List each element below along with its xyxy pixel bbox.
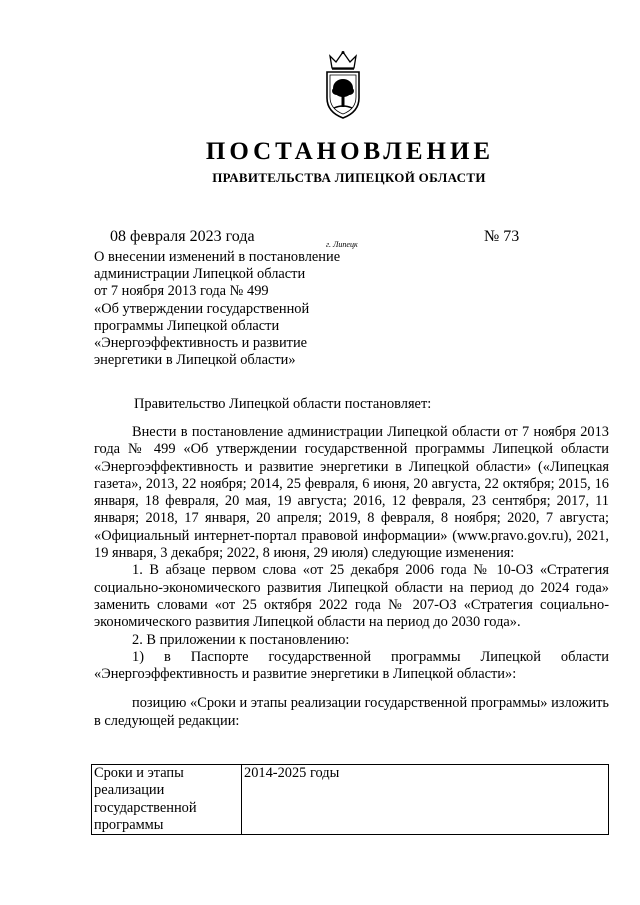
body-paragraph: 1) в Паспорте государственной программы Липецкой области «Энергоэффективность и развитие энергетики в Липецкой области»:	[94, 648, 609, 683]
table-label-cell	[92, 765, 242, 835]
table-label-line: реализации	[94, 782, 165, 799]
subject-line: программы Липецкой области	[94, 317, 280, 334]
document-subtitle: ПРАВИТЕЛЬСТВА ЛИПЕЦКОЙ ОБЛАСТИ	[212, 170, 486, 185]
table-row	[92, 765, 609, 835]
document-title: ПОСТАНОВЛЕНИЕ	[205, 138, 495, 165]
body-paragraph: позицию «Сроки и этапы реализации государственной программы» изложить в следующей редакции:	[94, 695, 609, 729]
document-date: 08 февраля 2023 года	[110, 228, 255, 245]
table-label-line: государственной	[94, 799, 197, 816]
document-number: № 73	[484, 228, 520, 245]
subject-line: О внесении изменений в постановление	[94, 249, 341, 265]
document-city: г. Липецк	[326, 240, 358, 249]
document-body	[94, 424, 609, 730]
body-paragraph: 1. В абзаце первом слова «от 25 декабря 2006 года № 10-ОЗ «Стратегия социально-экономического развития Липецкой области на период до 2024 года» заменить словами «от 25 октября 2022 года № 207-ОЗ «Стратегия социально-экономического развития Липецкой области на период до 2030 года».	[94, 562, 609, 631]
table-value-cell: 2014-2025 годы	[242, 765, 609, 835]
subject-line: «Об утверждении государственной	[94, 300, 310, 317]
subject-line: от 7 ноября 2013 года № 499	[94, 283, 269, 300]
body-paragraph: Внести в постановление администрации Липецкой области от 7 ноября 2013 года № 499 «Об утверждении государственной программы Липецкой области «Энергоэффективность и развитие энергетики в Липецкой области» («Липецкая газета», 2013, 22 ноября; 2014, 25 февраля, 6 июня, 20 августа, 22 октября; 2015, 16 января, 18 февраля, 20 мая, 19 августа; 2016, 12 февраля, 23 сентября; 2017, 11 января; 2018, 17 января, 20 апреля; 2019, 8 февраля, 8 ноября; 2020, 7 августа; «Официальный интернет-портал правовой информации» (www.pravo.gov.ru), 2021, 19 января, 3 декабря; 2022, 8 июня, 29 июля) следующие изменения:	[94, 424, 609, 562]
subject-line: администрации Липецкой области	[94, 266, 306, 283]
body-paragraph: 2. В приложении к постановлению:	[132, 631, 350, 648]
subject-line: «Энергоэффективность и развитие	[94, 335, 308, 352]
table-label-line: программы	[94, 816, 164, 833]
program-terms-table	[91, 764, 609, 835]
coat-of-arms-emblem	[322, 50, 364, 120]
table-label-line: Сроки и этапы	[94, 765, 184, 781]
subject-line: энергетики в Липецкой области»	[94, 352, 296, 369]
document-subject	[94, 249, 374, 369]
decree-statement: Правительство Липецкой области постановляет:	[134, 396, 432, 412]
